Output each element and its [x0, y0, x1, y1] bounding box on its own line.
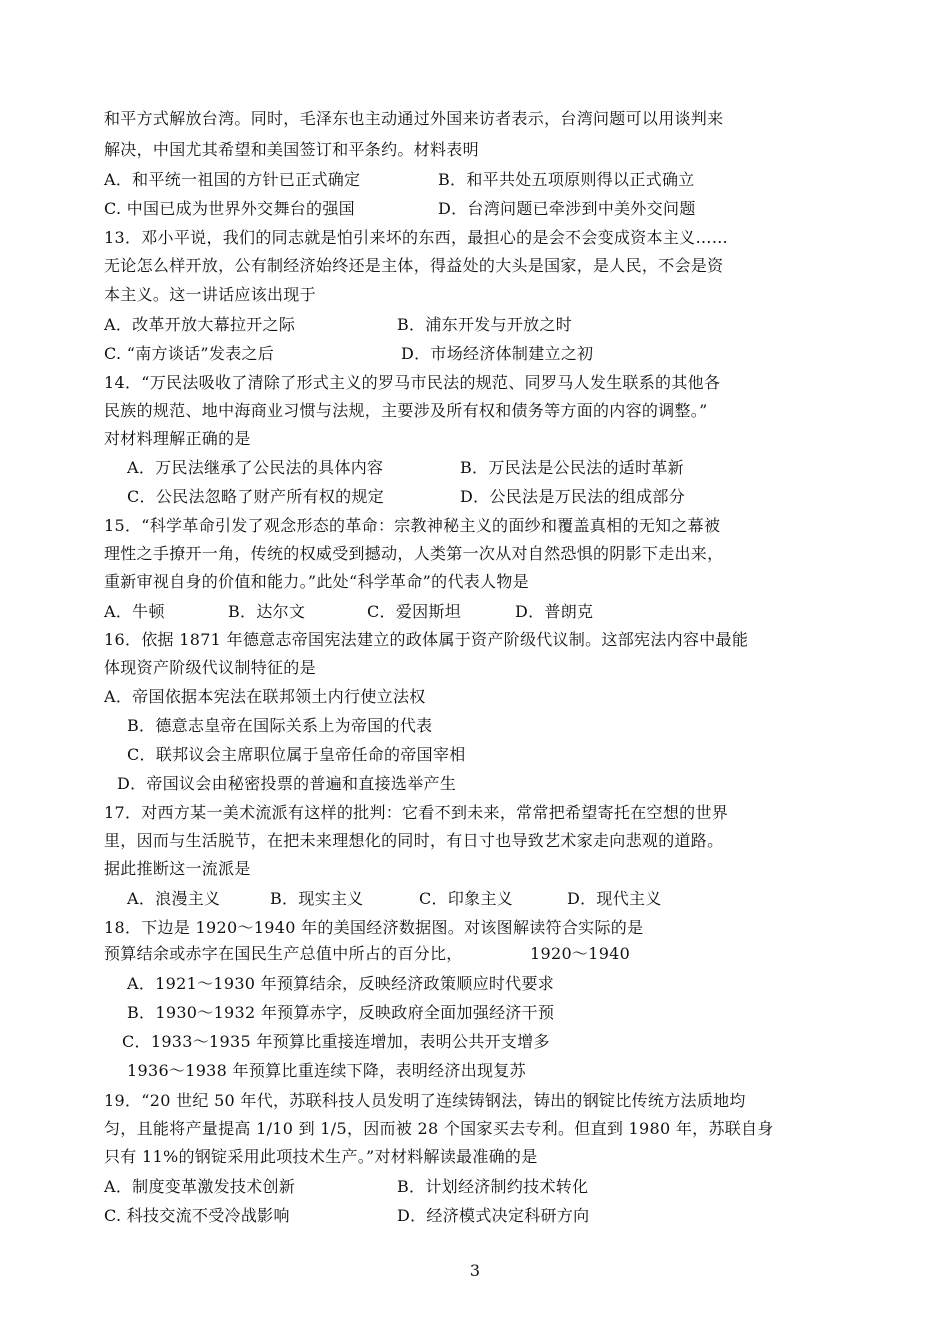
q15-option-c: C．爱因斯坦: [367, 602, 462, 621]
q19-option-c: C. 科技交流不受冷战影响: [104, 1206, 290, 1225]
q17-option-d: D．现代主义: [567, 889, 662, 908]
q13-stem-line-1: 13．邓小平说，我们的同志就是怕引来坏的东西，最担心的是会不会变成资本主义……: [104, 228, 729, 247]
q16-option-a: A．帝国依据本宪法在联邦领土内行使立法权: [104, 687, 426, 706]
q13-option-b: B．浦东开发与开放之时: [397, 315, 573, 334]
q17-stem-line-1: 17．对西方某一美术流派有这样的批判：它看不到未来，常常把希望寄托在空想的世界: [104, 803, 729, 822]
q14-stem-line-1: 14．“万民法吸收了清除了形式主义的罗马市民法的规范、同罗马人发生联系的其他各: [104, 373, 721, 392]
q12-stem-line-2: 解决，中国尤其希望和美国签订和平条约。材料表明: [104, 140, 479, 159]
q18-option-a: A．1921～1930 年预算结余，反映经济政策顺应时代要求: [127, 974, 555, 993]
q14-option-b: B．万民法是公民法的适时革新: [460, 458, 684, 477]
q19-stem-line-1: 19．“20 世纪 50 年代，苏联科技人员发明了连续铸钢法，铸出的钢锭比传统方法质地均: [104, 1091, 746, 1110]
q13-option-a: A．改革开放大幕拉开之际: [104, 315, 296, 334]
q17-stem-line-3: 据此推断这一流派是: [104, 859, 251, 878]
q18-chart-caption: 预算结余或赤字在国民生产总值中所占的百分比，: [104, 944, 463, 963]
q14-stem-line-2: 民族的规范、地中海商业习惯与法规，主要涉及所有权和债务等方面的内容的调整。”: [104, 401, 708, 420]
q19-option-b: B．计划经济制约技术转化: [397, 1177, 589, 1196]
q15-option-a: A．牛顿: [104, 602, 165, 621]
q15-option-b: B．达尔文: [228, 602, 306, 621]
q19-stem-line-2: 匀，且能将产量提高 1/10 到 1/5，因而被 28 个国家买去专利。但直到 1980 年，苏联自身: [104, 1119, 774, 1138]
page-number: 3: [469, 1261, 481, 1280]
q17-stem-line-2: 里，因而与生活脱节，在把未来理想化的同时，有日寸也导致艺术家走向悲观的道路。: [104, 831, 724, 850]
q13-option-d: D．市场经济体制建立之初: [401, 344, 594, 363]
q19-option-a: A．制度变革激发技术创新: [104, 1177, 296, 1196]
q13-stem-line-2: 无论怎么样开放，公有制经济始终还是主体，得益处的大头是国家，是人民，不会是资: [104, 256, 724, 275]
q13-stem-line-3: 本主义。这一讲话应该出现于: [104, 285, 316, 304]
q14-option-a: A．万民法继承了公民法的具体内容: [127, 458, 384, 477]
q18-option-b: B．1930～1932 年预算赤字，反映政府全面加强经济干预: [127, 1003, 555, 1022]
q18-option-c: C．1933～1935 年预算比重接连增加，表明公共开支增多: [122, 1032, 550, 1051]
q18-stem-line-1: 18．下边是 1920～1940 年的美国经济数据图。对该图解读符合实际的是: [104, 918, 644, 937]
q12-stem-line-1: 和平方式解放台湾。同时，毛泽东也主动通过外国来访者表示，台湾问题可以用谈判来: [104, 109, 724, 128]
q16-stem-line-1: 16．依据 1871 年德意志帝国宪法建立的政体属于资产阶级代议制。这部宪法内容中最能: [104, 630, 749, 649]
q13-option-c: C. “南方谈话”发表之后: [104, 344, 275, 363]
q14-stem-line-3: 对材料理解正确的是: [104, 429, 251, 448]
q12-option-c: C. 中国已成为世界外交舞台的强国: [104, 199, 355, 218]
q18-chart-range: 1920～1940: [530, 944, 631, 963]
q18-option-d: 1936～1938 年预算比重连续下降，表明经济出现复苏: [127, 1061, 526, 1080]
q15-stem-line-3: 重新审视自身的价值和能力。”此处“科学革命”的代表人物是: [104, 572, 529, 591]
q12-option-a: A．和平统一祖国的方针已正式确定: [104, 170, 361, 189]
q15-stem-line-1: 15．“科学革命引发了观念形态的革命：宗教神秘主义的面纱和覆盖真相的无知之幕被: [104, 516, 721, 535]
q16-option-d: D．帝国议会由秘密投票的普遍和直接选举产生: [117, 774, 457, 793]
q17-option-b: B．现实主义: [270, 889, 364, 908]
q14-option-c: C．公民法忽略了财产所有权的规定: [127, 487, 385, 506]
q16-option-c: C．联邦议会主席职位属于皇帝任命的帝国宰相: [127, 745, 466, 764]
q12-option-b: B．和平共处五项原则得以正式确立: [438, 170, 695, 189]
q15-stem-line-2: 理性之手撩开一角，传统的权威受到撼动，人类第一次从对自然恐惧的阴影下走出来，: [104, 544, 724, 563]
q19-stem-line-3: 只有 11%的钢锭采用此项技术生产。”对材料解读最准确的是: [104, 1147, 538, 1166]
q15-option-d: D．普朗克: [515, 602, 594, 621]
q19-option-d: D．经济模式决定科研方向: [397, 1206, 590, 1225]
q16-option-b: B．德意志皇帝在国际关系上为帝国的代表: [127, 716, 433, 735]
q14-option-d: D．公民法是万民法的组成部分: [460, 487, 686, 506]
q17-option-c: C．印象主义: [419, 889, 514, 908]
q16-stem-line-2: 体现资产阶级代议制特征的是: [104, 658, 316, 677]
q17-option-a: A．浪漫主义: [127, 889, 221, 908]
q12-option-d: D．台湾问题已牵涉到中美外交问题: [438, 199, 696, 218]
